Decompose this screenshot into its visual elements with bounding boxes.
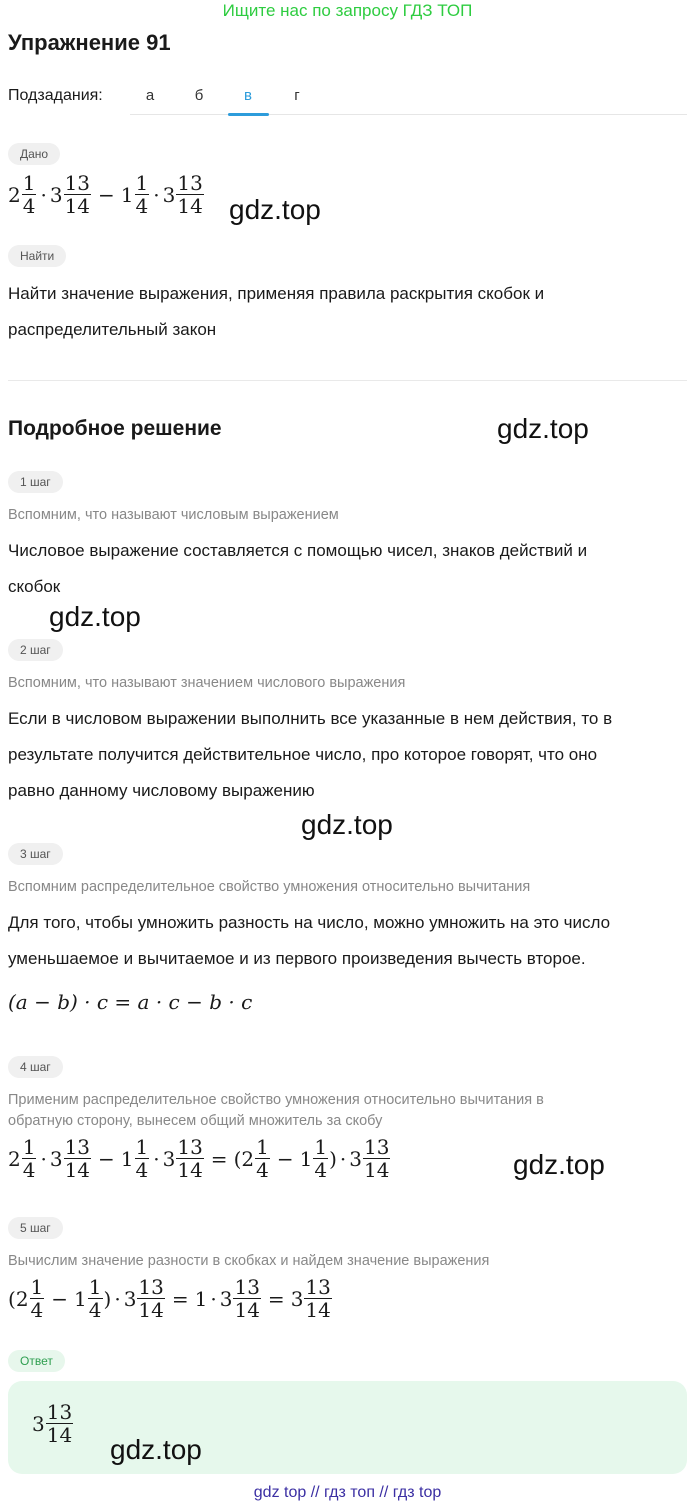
- tab-g[interactable]: г: [294, 87, 300, 104]
- page-title: Упражнение 91: [8, 30, 171, 55]
- step-3-formula: (a − b) · c = a · c − b · c: [8, 990, 253, 1014]
- fraction: $\frac{13}{14}$: [234, 1275, 260, 1322]
- step-1-text-line1: Числовое выражение составляется с помощью чисел, знаков действий и: [8, 541, 588, 560]
- fraction: $\frac{13}{14}$: [138, 1275, 164, 1322]
- tab-a[interactable]: а: [145, 87, 155, 104]
- step-2-badge: 2 шаг: [8, 639, 63, 661]
- watermark: gdz.top: [301, 809, 393, 840]
- step-3-badge: 3 шаг: [8, 843, 63, 865]
- fraction: $\frac{1}{4}$: [30, 1275, 44, 1322]
- fraction: $\frac{13}{14}$: [64, 1135, 91, 1182]
- mixed-whole: 2: [8, 182, 21, 207]
- step-5-expression: ( 2 $\frac{1}{4}$ − 1 $\frac{1}{4}$ ) · 3 $\frac{13}{14}$ = 1 · 3 $\frac{13}{14}$ = 3 $\frac{13}{14}$: [8, 1275, 331, 1322]
- step-4-badge: 4 шаг: [8, 1056, 63, 1078]
- footer-links[interactable]: gdz top // гдз топ // гдз top: [253, 1484, 442, 1501]
- watermark: gdz.top: [513, 1149, 605, 1180]
- find-badge: Найти: [8, 245, 66, 267]
- watermark: gdz.top: [497, 413, 589, 444]
- fraction: $\frac{1}{4}$: [314, 1135, 328, 1182]
- fraction: $\frac{13}{14}$: [177, 171, 203, 218]
- section-divider: [8, 380, 687, 381]
- solution-heading: Подробное решение: [8, 417, 222, 440]
- fraction: $\frac{1}{4}$: [22, 171, 36, 218]
- step-2-text-line2: результате получится действительное число, про которое говорят, что оно: [8, 745, 598, 764]
- answer-value: 3 $\frac{13}{14}$: [32, 1400, 73, 1447]
- step-2-text-line1: Если в числовом выражении выполнить все указанные в нем действия, то в: [8, 709, 613, 728]
- step-2-text-line3: равно данному числовому выражению: [8, 781, 315, 800]
- active-tab-indicator: [228, 113, 269, 116]
- tabs-divider: [130, 114, 687, 115]
- subtasks-label: Подзадания:: [8, 87, 103, 104]
- step-4-hint-line1: Применим распределительное свойство умножения относительно вычитания в: [8, 1092, 544, 1108]
- step-5-hint: Вычислим значение разности в скобках и найдем значение выражения: [8, 1253, 490, 1269]
- given-badge: Дано: [8, 143, 60, 165]
- answer-badge: Ответ: [8, 1350, 65, 1372]
- tab-v[interactable]: в: [244, 87, 252, 104]
- step-3-hint: Вспомним распределительное свойство умножения относительно вычитания: [8, 879, 531, 895]
- step-3-text-line1: Для того, чтобы умножить разность на число, можно умножить на это число: [8, 913, 611, 932]
- step-2-hint: Вспомним, что называют значением числового выражения: [8, 675, 406, 691]
- search-banner: Ищите нас по запросу ГДЗ ТОП: [222, 1, 473, 20]
- fraction: $\frac{13}{14}$: [64, 171, 91, 218]
- watermark: gdz.top: [49, 601, 141, 632]
- step-4-hint-line2: обратную сторону, вынесем общий множитель за скобу: [8, 1113, 383, 1129]
- tab-b[interactable]: б: [194, 87, 204, 104]
- step-1-badge: 1 шаг: [8, 471, 63, 493]
- fraction: $\frac{1}{4}$: [135, 1135, 149, 1182]
- step-5-badge: 5 шаг: [8, 1217, 63, 1239]
- find-text-line1: Найти значение выражения, применяя правила раскрытия скобок и: [8, 284, 545, 303]
- find-text-line2: распределительный закон: [8, 320, 217, 339]
- fraction: $\frac{1}{4}$: [88, 1275, 102, 1322]
- fraction: $\frac{1}{4}$: [135, 171, 149, 218]
- watermark: gdz.top: [229, 194, 321, 225]
- fraction: $\frac{13}{14}$: [363, 1135, 390, 1182]
- fraction: $\frac{1}{4}$: [22, 1135, 36, 1182]
- fraction: $\frac{13}{14}$: [46, 1400, 73, 1447]
- watermark: gdz.top: [110, 1434, 202, 1465]
- step-1-hint: Вспомним, что называют числовым выражением: [8, 507, 339, 523]
- given-expression: 2 $\frac{1}{4}$ · 3 $\frac{13}{14}$ − 1 $\frac{1}{4}$ · 3 $\frac{13}{14}$: [8, 171, 203, 218]
- step-3-text-line2: уменьшаемое и вычитаемое и из первого произведения вычесть второе.: [8, 949, 586, 968]
- fraction: $\frac{13}{14}$: [177, 1135, 203, 1182]
- fraction: $\frac{1}{4}$: [256, 1135, 269, 1182]
- fraction: $\frac{13}{14}$: [305, 1275, 331, 1322]
- step-1-text-line2: скобок: [8, 577, 61, 596]
- step-4-expression: 2 $\frac{1}{4}$ · 3 $\frac{13}{14}$ − 1 $\frac{1}{4}$ · 3 $\frac{13}{14}$ = ( 2 $\frac{1}{4}$ − 1 $\frac{1}{4}$ ) · 3 $\frac{13}{14}$: [8, 1135, 390, 1182]
